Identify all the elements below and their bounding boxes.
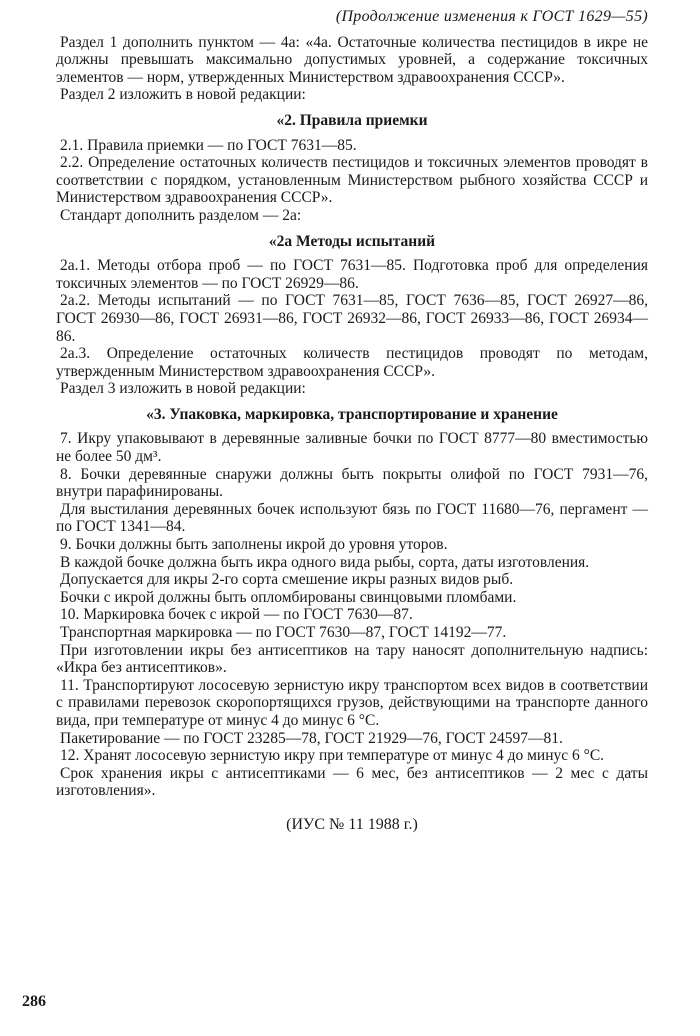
section-title-test-methods: «2а Методы испытаний xyxy=(268,232,436,250)
document-page xyxy=(56,8,648,834)
paragraph-add-2a: Стандарт дополнить разделом — 2а: xyxy=(60,206,302,224)
section-title-acceptance: «2. Правила приемки xyxy=(276,111,428,129)
paragraph-2-2: 2.2. Определение остаточных количеств пестицидов и токсичных элементов проводят в соответствии с порядком, установленным Министерством рыбного хозяйства СССР и Министерством здравоохранения СССР». xyxy=(56,154,648,207)
paragraph-7: 7. Икру упаковывают в деревянные заливные бочки по ГОСТ 8777—80 вместимостью не более 50 дм³. xyxy=(56,430,648,466)
paragraph-extra-label: При изготовлении икры без антисептиков на тару наносят дополнительную надпись: «Икра без антисептиков». xyxy=(56,641,648,677)
paragraph-12: 12. Хранят лососевую зернистую икру при температуре от минус 4 до минус 6 °С. xyxy=(60,747,605,765)
paragraph-grade2-mix: Допускается для икры 2-го сорта смешение икры разных видов рыб. xyxy=(60,571,514,589)
paragraph-section1-addition: Раздел 1 дополнить пунктом — 4а: «4а. Остаточные количества пестицидов в икре не должны превышать максимально допустимых уровней, а содержание токсичных элементов — норм, утвержденных Министерством здравоохранения СССР». xyxy=(56,33,648,86)
paragraph-lining: Для выстилания деревянных бочек используют бязь по ГОСТ 11680—76, пергамент — по ГОСТ 1341—84. xyxy=(56,500,648,536)
paragraph-2a-1: 2а.1. Методы отбора проб — по ГОСТ 7631—85. Подготовка проб для определения токсичных элементов — по ГОСТ 26929—86. xyxy=(56,257,648,292)
paragraph-2a-2: 2а.2. Методы испытаний — по ГОСТ 7631—85, ГОСТ 7636—85, ГОСТ 26927—86, ГОСТ 26930—86, ГОСТ 26931—86, ГОСТ 26932—86, ГОСТ 26933—86, ГОСТ 26934—86. xyxy=(56,292,648,345)
paragraph-section3-intro: Раздел 3 изложить в новой редакции: xyxy=(60,380,306,398)
paragraph-seals: Бочки с икрой должны быть опломбированы свинцовыми пломбами. xyxy=(60,588,517,606)
ius-reference: (ИУС № 11 1988 г.) xyxy=(286,815,418,833)
paragraph-2a-3: 2а.3. Определение остаточных количеств пестицидов проводят по методам, утвержденным Министерством здравоохранения СССР». xyxy=(56,345,648,380)
section-title-packaging: «3. Упаковка, маркировка, транспортирование и хранение xyxy=(146,405,558,423)
paragraph-9: 9. Бочки должны быть заполнены икрой до уровня уторов. xyxy=(60,536,448,554)
paragraph-8: 8. Бочки деревянные снаружи должны быть покрыты олифой по ГОСТ 7931—76, внутри парафинированы. xyxy=(56,465,648,501)
paragraph-transport-marking: Транспортная маркировка — по ГОСТ 7630—87, ГОСТ 14192—77. xyxy=(60,624,507,641)
paragraph-2-1: 2.1. Правила приемки — по ГОСТ 7631—85. xyxy=(60,136,357,154)
paragraph-same-kind: В каждой бочке должна быть икра одного вида рыбы, сорта, даты изготовления. xyxy=(60,553,590,571)
paragraph-11: 11. Транспортируют лососевую зернистую икру транспортом всех видов в соответствии с правилами перевозок скоропортящихся грузов, действующими на транспорте данного вида, при температуре от минус 4 до минус 6 °С. xyxy=(56,676,648,729)
paragraph-10: 10. Маркировка бочек с икрой — по ГОСТ 7630—87. xyxy=(60,606,413,624)
paragraph-section2-intro: Раздел 2 изложить в новой редакции: xyxy=(60,86,306,104)
paragraph-shelf-life: Срок хранения икры с антисептиками — 6 мес, без антисептиков — 2 мес с даты изготовления». xyxy=(56,764,648,800)
continuation-header: (Продолжение изменения к ГОСТ 1629—55) xyxy=(335,8,648,25)
page-number: 286 xyxy=(22,993,46,1010)
paragraph-palletizing: Пакетирование — по ГОСТ 23285—78, ГОСТ 21929—76, ГОСТ 24597—81. xyxy=(60,729,563,747)
